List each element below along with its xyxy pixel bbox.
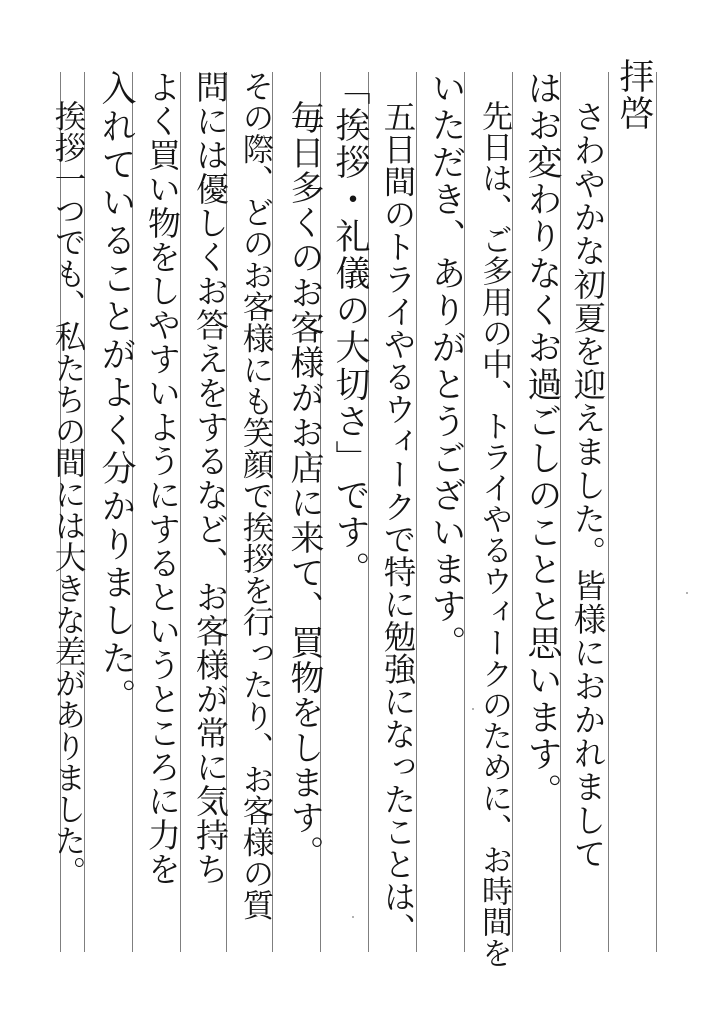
letter-line-1: さわやかな初夏を迎えました。皆様におかれまして bbox=[569, 100, 607, 871]
letter-line-12: 挨拶一つでも、私たちの間には大きな差がありました。 bbox=[50, 100, 86, 888]
letter-line-2: はお変わりなくお過ごしのことと思います。 bbox=[522, 70, 562, 810]
letter-line-10: よく買い物をしやすいようにするというところに力を bbox=[143, 70, 182, 886]
scan-speck bbox=[686, 592, 688, 594]
letter-line-8: その際、どのお客様にも笑顔で挨拶を行ったり、お客様の質 bbox=[238, 70, 274, 921]
letter-line-9: 問には優しくお答えをするなど、お客様が常に気持ち bbox=[191, 70, 230, 886]
letter-line-11: 入れていることがよく分かりました。 bbox=[96, 70, 136, 716]
ruled-line bbox=[608, 72, 609, 952]
letter-line-7: 毎日多くのお客様がお店に来て、買物をします。 bbox=[284, 100, 324, 870]
letter-line-5: 五日間のトライやるウィークで特に勉強になったことは、 bbox=[379, 100, 417, 945]
letter-greeting: 拝啓 bbox=[614, 58, 654, 132]
scan-speck bbox=[352, 916, 354, 918]
letter-line-6: 「挨拶・礼儀の大切さ」です。 bbox=[330, 70, 370, 588]
letter-line-4: いただき、ありがとうございます。 bbox=[426, 70, 466, 662]
ruled-line bbox=[656, 72, 657, 952]
letter-line-3: 先日は、ご多用の中、トライやるウィークのために、お時間を bbox=[476, 100, 512, 968]
